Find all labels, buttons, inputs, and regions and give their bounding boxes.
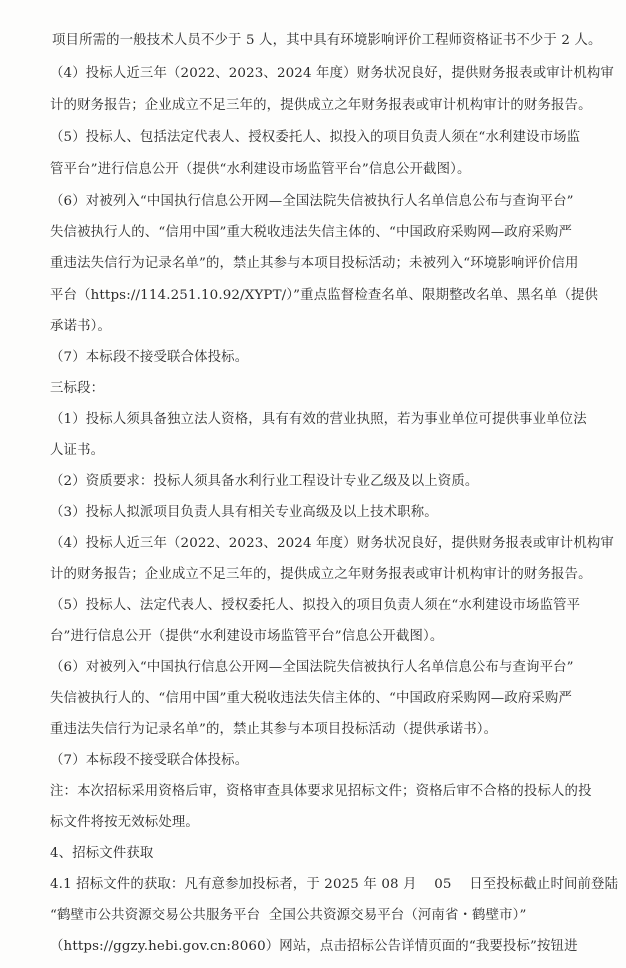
paragraph-line: 管平台”进行信息公开（提供“水利建设市场监管平台”信息公开截图）。 xyxy=(50,162,471,177)
paragraph-line: 计的财务报告；企业成立不足三年的，提供成立之年财务报表或审计机构审计的财务报告。 xyxy=(50,98,592,113)
paragraph-line: （4）投标人近三年（2022、2023、2024 年度）财务状况良好，提供财务报表或审计机构审 xyxy=(50,536,614,551)
paragraph-line: “鹤壁市公共资源交易公共服务平台 全国公共资源交易平台（河南省・鹤壁市）” xyxy=(50,908,527,923)
paragraph-line: （https://ggzy.hebi.gov.cn:8060）网站，点击招标公告详情页面的“我要投标”按钮进 xyxy=(50,939,578,954)
paragraph-line: 平台（https://114.251.10.92/XYPT/）”重点监督检查名单、限期整改名单、黑名单（提供 xyxy=(50,288,599,303)
paragraph-line: 失信被执行人的、“信用中国”重大税收违法失信主体的、“中国政府采购网—政府采购严 xyxy=(50,691,572,706)
paragraph-line: 承诺书）。 xyxy=(50,319,112,334)
paragraph-line: 重违法失信行为记录名单”的，禁止其参与本项目投标活动（提供承诺书）。 xyxy=(50,722,498,737)
paragraph-line: （7）本标段不接受联合体投标。 xyxy=(50,753,249,768)
paragraph-line: 项目所需的一般技术人员不少于 5 人，其中具有环境影响评价工程师资格证书不少于 2 人。 xyxy=(52,33,602,48)
paragraph-line: 台”进行信息公开（提供“水利建设市场监管平台”信息公开截图）。 xyxy=(50,629,444,644)
paragraph-line: 4.1 招标文件的获取：凡有意参加投标者，于 2025 年 08 月 05 日至投标截止时间前登陆 xyxy=(50,877,619,892)
paragraph-line: 计的财务报告；企业成立不足三年的，提供成立之年财务报表或审计机构审计的财务报告。 xyxy=(50,567,592,582)
paragraph-line: （2）资质要求：投标人须具备水利行业工程设计专业乙级及以上资质。 xyxy=(50,474,479,489)
paragraph-line: 失信被执行人的、“信用中国”重大税收违法失信主体的、“中国政府采购网—政府采购严 xyxy=(50,225,572,240)
paragraph-line: （6）对被列入“中国执行信息公开网—全国法院失信被执行人名单信息公布与查询平台” xyxy=(50,660,574,675)
note-line: 注：本次招标采用资格后审，资格审查具体要求见招标文件；资格后审不合格的投标人的投 xyxy=(50,784,592,799)
paragraph-line: （5）投标人、法定代表人、授权委托人、拟投入的项目负责人须在“水利建设市场监管平 xyxy=(50,598,581,613)
paragraph-line: （1）投标人须具备独立法人资格，具有有效的营业执照，若为事业单位可提供事业单位法 xyxy=(50,412,587,427)
section-heading: 4、招标文件获取 xyxy=(50,846,154,861)
paragraph-line: （7）本标段不接受联合体投标。 xyxy=(50,350,249,365)
paragraph-line: （5）投标人、包括法定代表人、授权委托人、拟投入的项目负责人须在“水利建设市场监 xyxy=(50,130,581,145)
note-line: 标文件将按无效标处理。 xyxy=(50,815,199,830)
paragraph-line: 人证书。 xyxy=(50,443,105,458)
paragraph-line: 重违法失信行为记录名单”的，禁止其参与本项目投标活动；未被列入“环境影响评价信用 xyxy=(50,256,579,271)
paragraph-line: （6）对被列入“中国执行信息公开网—全国法院失信被执行人名单信息公布与查询平台” xyxy=(50,194,574,209)
paragraph-line: （4）投标人近三年（2022、2023、2024 年度）财务状况良好，提供财务报表或审计机构审 xyxy=(50,66,614,81)
paragraph-line: （3）投标人拟派项目负责人具有相关专业高级及以上技术职称。 xyxy=(50,505,438,520)
section-heading: 三标段： xyxy=(50,381,105,396)
